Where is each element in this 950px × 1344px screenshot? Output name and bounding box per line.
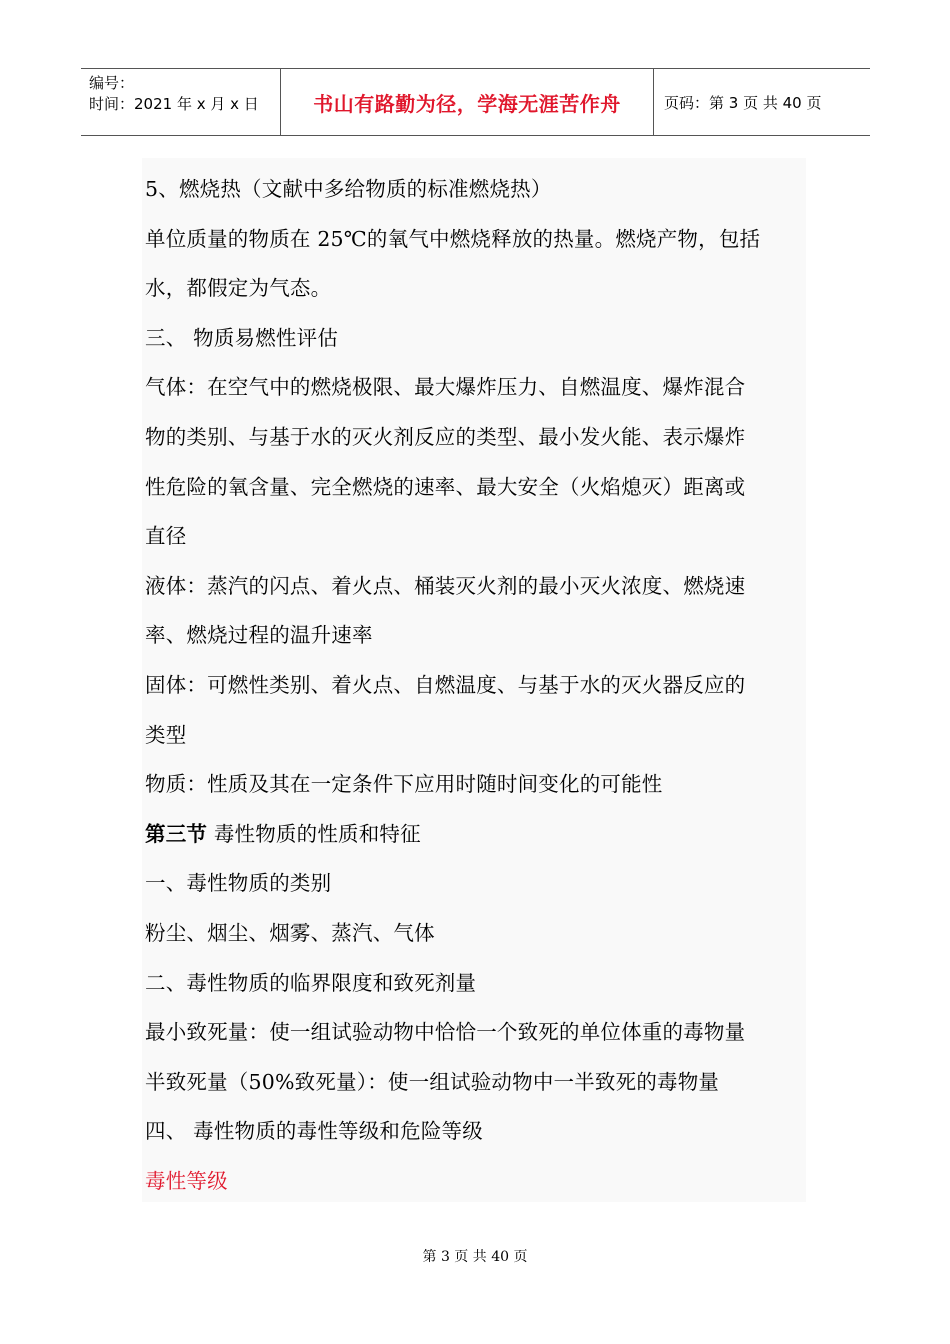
time-label: 时间：2021 年 x 月 x 日: [89, 95, 259, 113]
line-text: 最小致死量：使一组试验动物中恰恰一个致死的单位体重的毒物量: [145, 1020, 746, 1045]
text-line: [145, 618, 373, 648]
line-text: 固体：可燃性类别、着火点、自燃温度、与基于水的灭火器反应的: [145, 673, 746, 697]
motto: 书山有路勤为径，学海无涯苦作舟: [313, 91, 621, 116]
text-line: [145, 668, 745, 698]
line-text: 气体：在空气中的燃烧极限、最大爆炸压力、自燃温度、爆炸混合: [145, 375, 746, 400]
header-left-cell: [81, 69, 281, 135]
text-line: [145, 966, 476, 996]
text-line: [145, 370, 745, 400]
header-motto-cell: [281, 69, 654, 135]
text-line: [145, 916, 435, 946]
text-line: [145, 271, 331, 301]
line-text: 直径: [145, 524, 187, 549]
line-text: 类型: [145, 722, 187, 747]
line-text: 5、燃烧热（文献中多给物质的标准燃烧热）: [145, 177, 552, 201]
text-line: [145, 321, 338, 351]
line-text: 粉尘、烟尘、烟雾、蒸汽、气体: [145, 921, 435, 945]
page-header: [81, 68, 870, 136]
line-text: 液体：蒸汽的闪点、着火点、桶装灭火剂的最小灭火浓度、燃烧速: [145, 573, 746, 598]
document-body: [142, 158, 806, 1202]
line-text: 四、 毒性物质的毒性等级和危险等级: [145, 1119, 483, 1144]
text-line: [145, 1015, 745, 1045]
page-label: 页码：第 3 页 共 40 页: [664, 93, 822, 112]
line-text: 水，都假定为气态。: [145, 276, 332, 301]
text-line: [145, 767, 663, 797]
line-text: 毒性物质的性质和特征: [207, 821, 421, 846]
text-line: [145, 1114, 483, 1144]
section-heading-label: 第三节: [145, 821, 208, 846]
line-text: 一、毒性物质的类别: [145, 871, 332, 896]
line-text: 毒性等级: [145, 1169, 228, 1193]
text-line: [145, 470, 745, 500]
text-line: [145, 1164, 228, 1194]
text-line: [145, 222, 760, 252]
header-right-cell: [654, 69, 870, 135]
line-text: 半致死量（50%致死量）：使一组试验动物中一半致死的毒物量: [145, 1069, 720, 1094]
line-text: 三、 物质易燃性评估: [145, 325, 339, 350]
page-footer: 第 3 页 共 40 页: [422, 1249, 528, 1265]
line-text: 性危险的氧含量、完全燃烧的速率、最大安全（火焰熄灭）距离或: [145, 474, 746, 499]
text-line: [145, 172, 552, 202]
text-line: [145, 519, 186, 549]
text-line: [145, 1065, 719, 1095]
line-text: 物的类别、与基于水的灭火剂反应的类型、最小发火能、表示爆炸: [145, 425, 746, 449]
line-text: 单位质量的物质在 25℃的氧气中燃烧释放的热量。燃烧产物，包括: [145, 226, 761, 251]
line-text: 率、燃烧过程的温升速率: [145, 623, 373, 648]
line-text: 物质：性质及其在一定条件下应用时随时间变化的可能性: [145, 772, 663, 797]
line-text: 二、毒性物质的临界限度和致死剂量: [145, 970, 477, 995]
text-line: [145, 866, 331, 896]
text-line: [145, 420, 745, 450]
number-label: 编号：: [89, 74, 135, 92]
text-line: [145, 817, 421, 847]
text-line: [145, 718, 186, 748]
text-line: [145, 569, 745, 599]
